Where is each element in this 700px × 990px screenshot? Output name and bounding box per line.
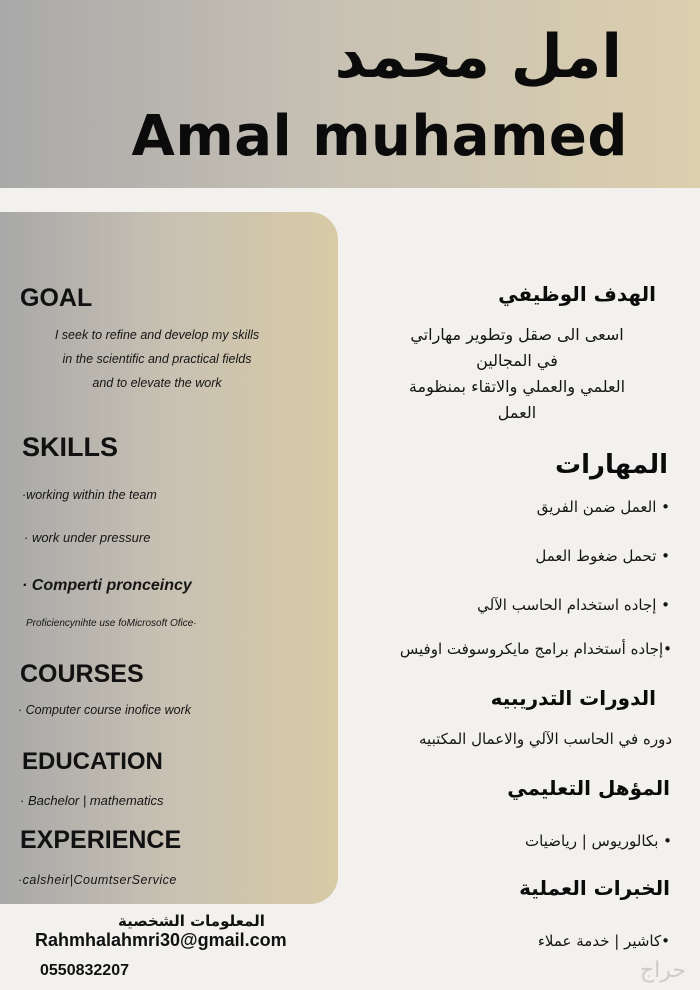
goal-text xyxy=(22,323,292,395)
contact-phone: 0550832207 xyxy=(40,962,129,979)
watermark: حراج xyxy=(639,958,686,983)
goal-line-ar: العلمي والعملي والاتقاء بمنظومة xyxy=(408,377,626,396)
courses-heading-ar: الدورات التدريبيه xyxy=(490,686,656,710)
skill-item: Proficiencynihte use foMicrosoft Ofice· xyxy=(26,618,197,629)
education-heading-ar: المؤهل التعليمي xyxy=(507,776,670,800)
header-banner xyxy=(0,0,700,188)
goal-line-ar: اسعى الى صقل وتطوير مهاراتي xyxy=(410,325,624,344)
skills-heading-ar: المهارات xyxy=(554,450,668,480)
education-item: · Bachelor | mathematics xyxy=(20,793,164,808)
skill-item: · work under pressure xyxy=(24,530,151,545)
goal-line-ar: في المجالين xyxy=(476,351,558,370)
goal-line: in the scientific and practical fields xyxy=(62,352,252,366)
course-item-ar: دوره في الحاسب الآلي والاعمال المكتبيه xyxy=(419,730,672,748)
courses-heading: COURSES xyxy=(20,660,144,688)
skill-item: ·working within the team xyxy=(22,488,157,502)
goal-line: and to elevate the work xyxy=(92,376,222,390)
skills-heading: SKILLS xyxy=(22,432,119,462)
goal-heading-ar: الهدف الوظيفي xyxy=(498,282,656,306)
skill-item-ar: •إجاده أستخدام برامج مايكروسوفت اوفيس xyxy=(399,640,672,658)
experience-item-ar: •كاشير | خدمة عملاء xyxy=(537,932,670,950)
goal-line: I seek to refine and develop my skills xyxy=(54,328,260,342)
name-english: Amal muhamed xyxy=(131,104,628,169)
skill-item: · Comperti pronceincy xyxy=(22,577,192,594)
experience-item: ·calsheir|CoumtserService xyxy=(18,873,177,887)
education-heading: EDUCATION xyxy=(22,748,163,775)
experience-heading: EXPERIENCE xyxy=(20,826,182,854)
skill-item-ar: • إجاده استخدام الحاسب الآلي xyxy=(477,596,670,614)
course-item: · Computer course inofice work xyxy=(18,703,191,717)
contact-title: المعلومات الشخصية xyxy=(118,912,265,930)
goal-text-ar xyxy=(372,322,662,426)
contact-email: Rahmhalahmri30@gmail.com xyxy=(35,930,287,950)
education-item-ar: • بكالوريوس | رياضيات xyxy=(525,832,672,850)
goal-line-ar: العمل xyxy=(497,403,537,422)
goal-heading: GOAL xyxy=(20,284,93,312)
skill-item-ar: • العمل ضمن الفريق xyxy=(536,498,670,516)
experience-heading-ar: الخبرات العملية xyxy=(519,876,670,900)
name-arabic: امل محمد xyxy=(334,22,622,92)
skill-item-ar: • تحمل ضغوط العمل xyxy=(535,547,670,565)
